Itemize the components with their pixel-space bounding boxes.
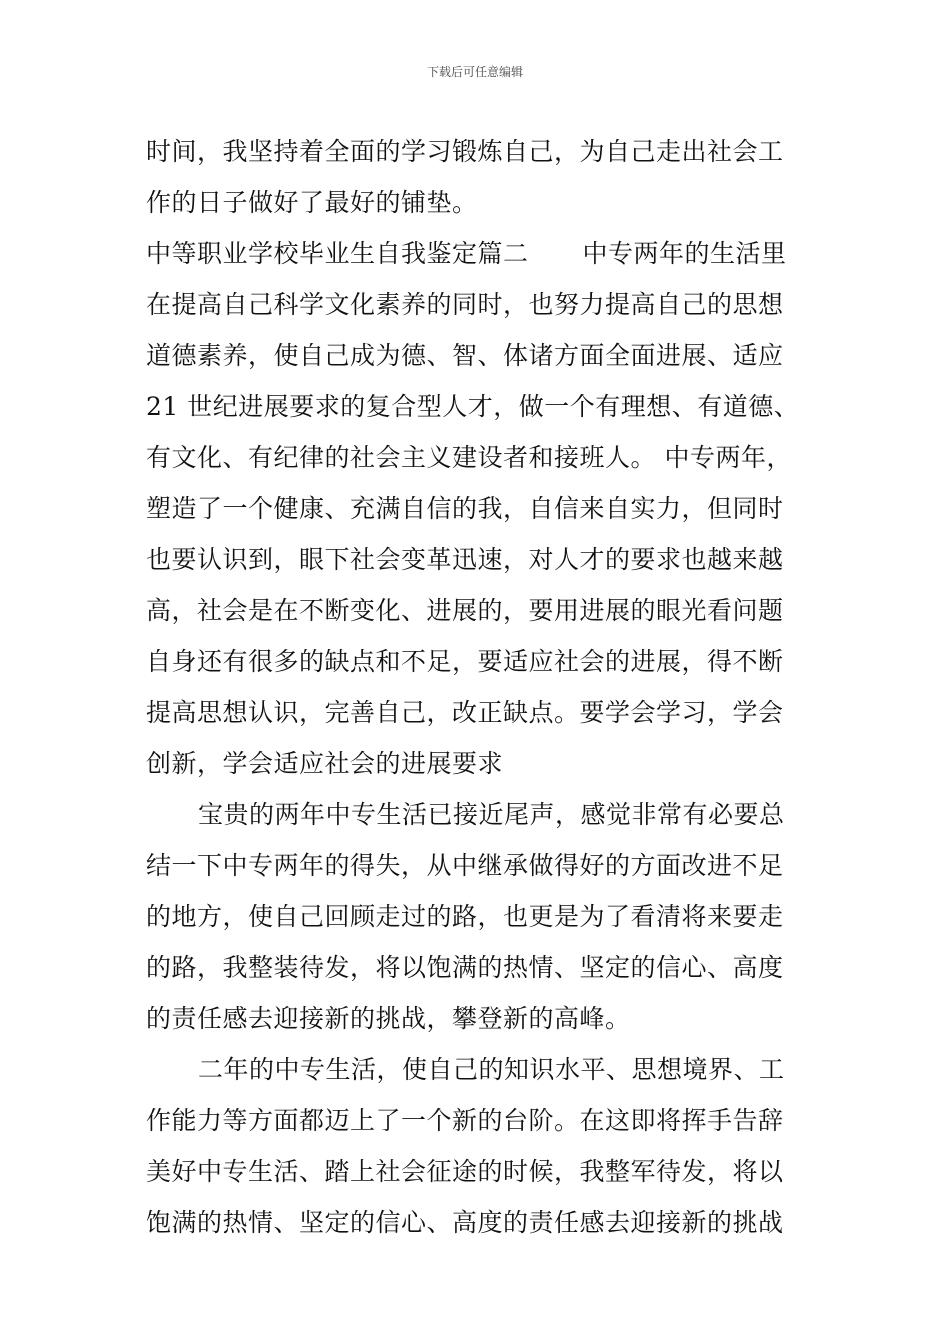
text-line: 自身还有很多的缺点和不足，要适应社会的进展，得不断 — [146, 647, 784, 676]
section-heading-line — [146, 228, 806, 279]
text-line: 饱满的热情、坚定的信心、高度的责任感去迎接新的挑战 — [146, 1208, 784, 1237]
text-line: 在提高自己科学文化素养的同时，也努力提高自己的思想 — [146, 290, 784, 319]
text-line: 高，社会是在不断变化、进展的，要用进展的眼光看问题 — [146, 596, 784, 625]
section-heading: 中等职业学校毕业生自我鉴定篇二 — [146, 239, 529, 268]
text-line: 21 世纪进展要求的复合型人才，做一个有理想、有道德、 — [146, 392, 800, 421]
text-line: 道德素养，使自己成为德、智、体诸方面全面进展、适应 — [146, 341, 784, 370]
text-line: 作能力等方面都迈上了一个新的台阶。在这即将挥手告辞 — [146, 1106, 784, 1135]
text-line: 的路，我整装待发，将以饱满的热情、坚定的信心、高度 — [146, 953, 784, 982]
text-fragment: 中专两年的生活里 — [582, 239, 787, 268]
document-body — [146, 126, 806, 1248]
text-line: 时间，我坚持着全面的学习锻炼自己，为自己走出社会工 — [146, 137, 784, 166]
paragraph-first-line: 二年的中专生活，使自己的知识水平、思想境界、工 — [198, 1055, 785, 1084]
text-line: 美好中专生活、踏上社会征途的时候，我整军待发，将以 — [146, 1157, 784, 1186]
text-line: 也要认识到，眼下社会变革迅速，对人才的要求也越来越 — [146, 545, 784, 574]
page-header: 下载后可任意编辑 — [426, 65, 523, 79]
text-line: 创新，学会适应社会的进展要求 — [146, 749, 504, 778]
text-line: 的责任感去迎接新的挑战，攀登新的高峰。 — [146, 1004, 631, 1033]
text-line: 塑造了一个健康、充满自信的我，自信来自实力，但同时 — [146, 494, 784, 523]
text-line: 结一下中专两年的得失，从中继承做得好的方面改进不足 — [146, 851, 784, 880]
text-line: 的地方，使自己回顾走过的路，也更是为了看清将来要走 — [146, 902, 784, 931]
paragraph-first-line: 宝贵的两年中专生活已接近尾声，感觉非常有必要总 — [198, 800, 785, 829]
text-line: 有文化、有纪律的社会主义建设者和接班人。 中专两年， — [146, 443, 792, 472]
text-line: 作的日子做好了最好的铺垫。 — [146, 188, 478, 217]
text-line: 提高思想认识，完善自己，改正缺点。要学会学习，学会 — [146, 698, 784, 727]
